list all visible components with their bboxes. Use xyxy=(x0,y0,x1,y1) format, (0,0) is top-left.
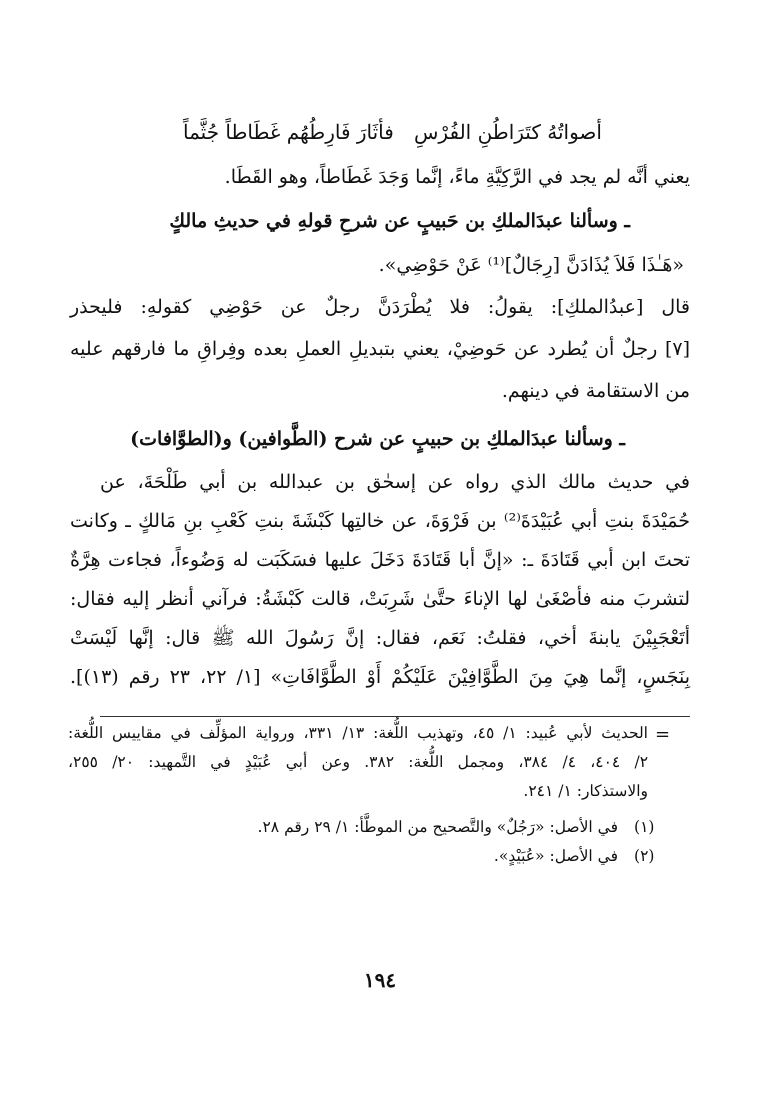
question-heading: ـ وسألنا عبدَالملكِ بن حَبيبٍ عن شرحِ قولهِ في حديثِ مالكٍ xyxy=(169,210,630,232)
footnote-line: الحديث لأبي عُبيد: ١/ ٤٥، وتهذيب اللُّغة: ١٣/ ٣٣١، ورواية المؤلِّف في مقاييس اللُّغة: xyxy=(68,724,648,742)
paragraph-line: قال [عبدُالملكِ]: يقولُ: فلا يُطْرَدَنَّ رجلٌ عن حَوْضِي كقولهِ: فليحذر xyxy=(70,296,690,318)
paragraph-line: لتشربَ منه فأصْغَىٰ لها الإناءَ حتَّىٰ شَرِبَتْ، قالت كَبْشَةُ: فرآني أنظر إليه فقال: xyxy=(70,588,690,610)
paragraph-line: بِنَجَسٍ، إنَّما هِيَ مِنَ الطَّوَّافِيْنَ عَلَيْكُمْ أَوْ الطَّوَّافَاتِ» [١/ ٢٢، ٢٣ رقم (١٣)]. xyxy=(70,666,690,688)
paragraph-line: حُمَيْدَةَ بنتِ أبي عُبَيْدَةَ⁽²⁾ بن فَرْوَةَ، عن خالتِها كَبْشَةَ بنتِ كَعْبِ بنِ مَالكٍ ـ وكانت xyxy=(70,510,690,532)
footnote-number: (١) xyxy=(634,818,655,836)
question-heading: ـ وسألنا عبدَالملكِ بن حبيبٍ عن شرح (الطَّوافين) و(الطوَّافات) xyxy=(130,428,625,450)
footnote-text: في الأصل: «عُبَيْدٍ». xyxy=(493,847,618,865)
footnote-divider xyxy=(100,716,690,717)
footnote-text: في الأصل: «رَجُلٌ» والتَّصحيح من الموطَّأ: ١/ ٢٩ رقم ٢٨. xyxy=(257,818,618,836)
paragraph-line: من الاستقامة في دينهم. xyxy=(501,380,690,402)
hadith-quote: «هَـٰذَا فَلاَ يُذَادَنَّ [رِجَالٌ]⁽¹⁾ عَنْ حَوْضِي». xyxy=(378,254,684,276)
verse-second-half: أصواتُهُ كتَرَاطُنِ الفُرْسِ xyxy=(414,120,602,144)
footnote-line: ٢/ ٤٠٤، ٤/ ٣٨٤، ومجمل اللُّغة: ٣٨٢. وعن أبي عُبَيْدٍ في التَّمهيد: ٢٠/ ٢٥٥، xyxy=(68,753,649,771)
paragraph-line: يعني أنَّه لم يجد في الرَّكِيَّةِ ماءً، إنَّما وَجَدَ غَطَاطاً، وهو القَطَا. xyxy=(224,166,690,188)
page-number: ١٩٤ xyxy=(363,968,397,992)
paragraph-line: [٧] رجلٌ أن يُطرد عن حَوضِيْ، يعني بتبديلِ العملِ بعده وفِراقِ ما فارقهم عليه xyxy=(70,338,690,360)
footnote-line: والاستذكار: ١/ ٢٤١. xyxy=(523,782,648,800)
paragraph-line: في حديث مالك الذي رواه عن إسحٰق بن عبدالله بن أبي طَلْحَةَ، عن xyxy=(100,471,690,493)
continuation-mark: = xyxy=(655,724,671,745)
paragraph-line: أتَعْجَبِيْنَ يابنةَ أخي، فقلتُ: نَعَم، فقال: إنَّ رَسُولَ الله ﷺ قال: إنَّها لَيْسَتْ xyxy=(70,627,690,649)
footnote-number: (٢) xyxy=(634,847,655,865)
verse-first-half: فأثَارَ فَارِطُهُم غَطَاطاً جُثَّماً xyxy=(183,120,394,144)
paragraph-line: تحتَ ابن أبي قَتَادَةَ ـ: «إنَّ أبا قَتَادَةَ دَخَلَ عليها فسَكَبَت له وَضُوءاً، فجاءت هِرَّةٌ xyxy=(70,549,690,571)
